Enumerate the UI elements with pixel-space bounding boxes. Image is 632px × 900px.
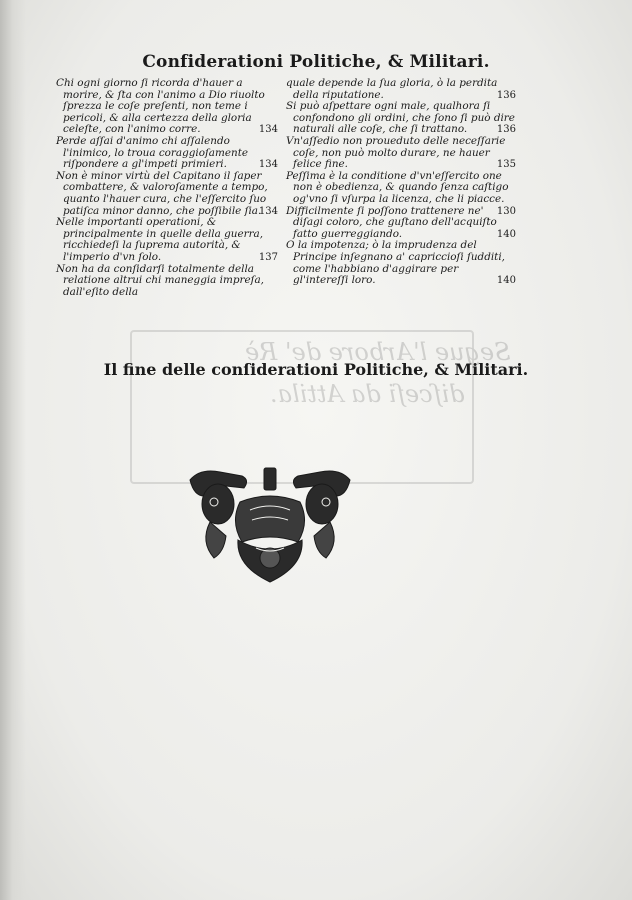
index-entry: Si può aſpettare ogni male, qualhora ſi confondono gli ordini, che ſono ſi può dire naturali alle coſe, che ſi trattano. 136 <box>286 100 516 136</box>
closing-title: Il fine delle conſiderationi Politiche, & Militari. <box>103 360 529 379</box>
index-entry: Peſſima è la conditione d'vn'eſſercito one non è obedienza, & quando ſenza caſtigo og'vno ſi vſurpa la licenza, che li piacce. 130 <box>286 169 516 217</box>
left-column <box>56 78 278 298</box>
bleed-through-line-1: Segue l'Arbore de' Rè <box>245 338 511 366</box>
index-entry: Non è minor virtù del Capitano il ſaper combattere, & valoroſamente a tempo, quanto l'hauer cura, che l'eſſercito ſuo patiſca minor danno, che poſſibile ſia. 134 <box>56 169 278 217</box>
index-entry: quale depende la ſua gloria, ò la perdita della riputatione. 136 <box>286 77 516 101</box>
binding-shadow <box>0 0 26 900</box>
right-column <box>286 78 516 287</box>
index-entry: Perde aſſai d'animo chi aſſalendo l'inimico, lo troua coraggioſamente riſpondere a gl'impeti primieri. 134 <box>56 134 278 171</box>
index-entry: Vn'aſſedio non proueduto delle neceſſarie coſe, non può molto durare, ne hauer felice fine. 135 <box>286 134 516 171</box>
index-entry: Difficilmente ſi poſſono trattenere ne' diſagi coloro, che guſtano dell'acquiſto fatto guerreggiando. 140 <box>286 204 516 240</box>
bleed-through-line-2: diſceſi da Attila. <box>270 380 465 408</box>
index-entry: Non ha da conſidarſi totalmente della relatione altrui chi maneggia impreſa, dall'eſito della <box>56 262 264 298</box>
index-entry: O la impotenza; ò la imprudenza del Principe inſegnano a' capriccioſi ſudditi, come l'habbiano d'aggirare per gl'intereſſi loro. 140 <box>286 239 516 287</box>
running-head: Confiderationi Politiche, & Militari. <box>142 52 490 72</box>
woodcut-ornament-icon <box>180 462 360 588</box>
index-entry: Chi ogni giorno ſi ricorda d'hauer a morire, & ſta con l'animo a Dio riuolto ſprezza le coſe preſenti, non teme i pericoli, & alla certezza della gloria celeſte, con l'animo corre. 134 <box>56 77 278 136</box>
index-entry: Nelle importanti operationi, & principalmente in quelle della guerra, ricchiedeſi la ſuprema autorità, & l'imperio d'vn ſolo. 137 <box>56 216 278 263</box>
